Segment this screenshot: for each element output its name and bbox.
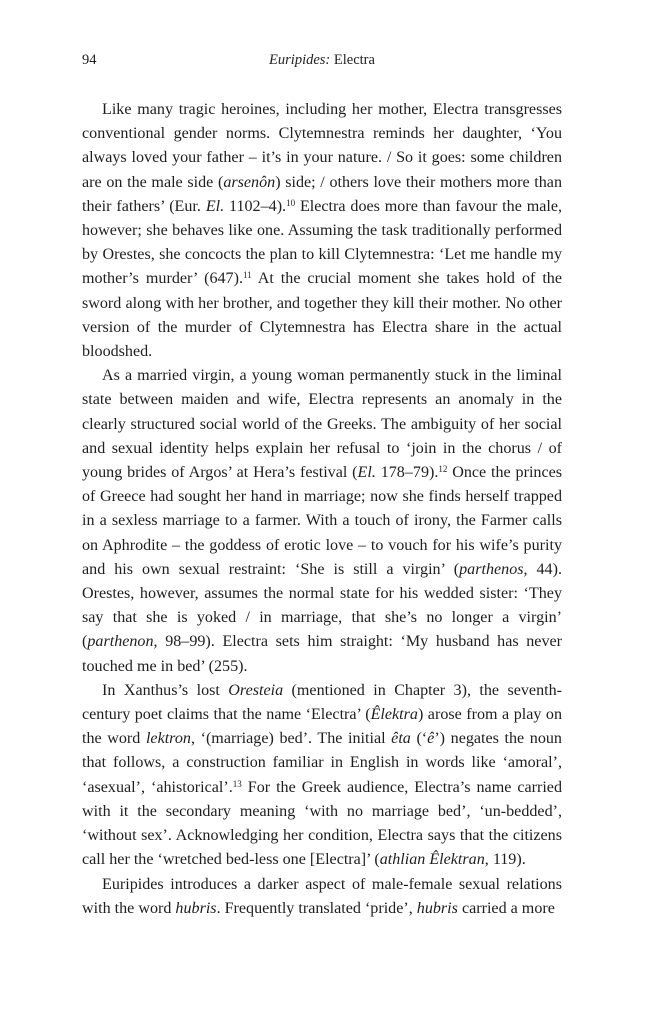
- italic-text: arsenôn: [223, 173, 276, 191]
- running-header: [82, 52, 562, 72]
- italic-text: hubris: [416, 899, 458, 917]
- italic-text: Oresteia: [228, 681, 284, 699]
- text-run: (‘: [410, 730, 428, 748]
- text-run: 178–79).: [375, 464, 439, 482]
- paragraph: [82, 679, 562, 873]
- footnote-marker: 12: [438, 464, 448, 475]
- text-run: Once the princes of Greece had sought her hand in marriage; now she finds herself trapped in a sexless marriage to a farmer. With a touch of irony, the Farmer calls on Aphrodite – the goddess of erotic love – to vouch for his wife’s purity and his own sexual restraint: ‘She is still a virgin’ (: [82, 464, 563, 578]
- italic-text: êta: [391, 730, 411, 748]
- running-title: [82, 52, 562, 69]
- italic-text: parthenos: [459, 560, 524, 578]
- text-run: ) side; / others love their mothers more than their fathers’ (Eur.: [82, 173, 562, 215]
- text-run: ) arose from a play on the word: [82, 706, 562, 748]
- italic-text: Êlektra: [370, 706, 418, 724]
- text-run: carried a more: [457, 899, 555, 917]
- italic-text: parthenon: [87, 633, 154, 651]
- paragraph: [82, 98, 562, 364]
- text-run: (mentioned in Chapter 3), the seventh-century poet claims that the name ‘Electra’ (: [82, 681, 562, 724]
- text-run: Electra does more than favour the male, however; she behaves like one. Assuming the task traditionally performed by Orestes, she concocts the plan to kill Clytemnestra: ‘Let me handle my mother’s murder’ (647).: [82, 197, 563, 288]
- text-run: As a married virgin, a young woman permanently stuck in the liminal state between maiden and wife, Electra represents an anomaly in the clearly structured social world of the Greeks. The ambiguity of her social and sexual identity helps explain her refusal to ‘join in the chorus / of young brides of Argos’ at Hera’s festival (: [82, 367, 562, 482]
- running-title-italic: Euripides:: [269, 52, 331, 68]
- running-title-rest: Electra: [330, 52, 375, 68]
- footnote-marker: 11: [242, 270, 252, 281]
- paragraph: [82, 873, 562, 921]
- footnote-marker: 13: [232, 778, 242, 789]
- text-run: Euripides introduces a darker aspect of male-female sexual relations with the word: [82, 875, 562, 917]
- text-run: , ‘(marriage) bed’. The initial: [190, 730, 392, 748]
- text-run: . Frequently translated ‘pride’,: [216, 899, 417, 917]
- footnote-marker: 10: [286, 197, 296, 208]
- text-run: Like many tragic heroines, including her mother, Electra transgresses conventional gender norms. Clytemnestra reminds her daughter, ‘You always loved your father – it’s in your nature. / So it goes: some children are on the male side (: [82, 101, 562, 191]
- text-run: , 119).: [484, 851, 526, 869]
- text-run: , 98–99). Electra sets him straight: ‘My husband has never touched me in bed’ (255).: [82, 633, 562, 675]
- paragraph: [82, 364, 562, 679]
- italic-text: ê: [427, 730, 435, 748]
- italic-text: lektron: [145, 730, 191, 748]
- italic-text: hubris: [175, 899, 217, 917]
- text-run: For the Greek audience, Electra’s name carried with it the secondary meaning ‘with no marriage bed’, ‘un-bedded’, ‘without sex’. Acknowledging her condition, Electra says that the citizens call her the ‘wretched bed-less one [Electra]’ (: [82, 778, 562, 869]
- body-text: [82, 98, 562, 921]
- page-number: 94: [82, 52, 97, 68]
- italic-text: El.: [357, 464, 376, 482]
- text-run: In Xanthus’s lost: [102, 681, 229, 699]
- italic-text: athlian Êlektran: [379, 851, 485, 869]
- text-run: , 44). Orestes, however, assumes the normal state for his wedded sister: ‘They say that she is yoked / in marriage, that she’s no longer a virgin’ (: [82, 560, 562, 651]
- text-run: ’) negates the noun that follows, a construction familiar in English in words like ‘amoral’, ‘asexual’, ‘ahistorical’.: [82, 730, 562, 796]
- text-run: 1102–4).: [224, 197, 287, 215]
- text-run: At the crucial moment she takes hold of the sword along with her brother, and together they kill their mother. No other version of the murder of Clytemnestra has Electra share in the actual bloodshed.: [82, 270, 562, 361]
- italic-text: El.: [205, 197, 225, 215]
